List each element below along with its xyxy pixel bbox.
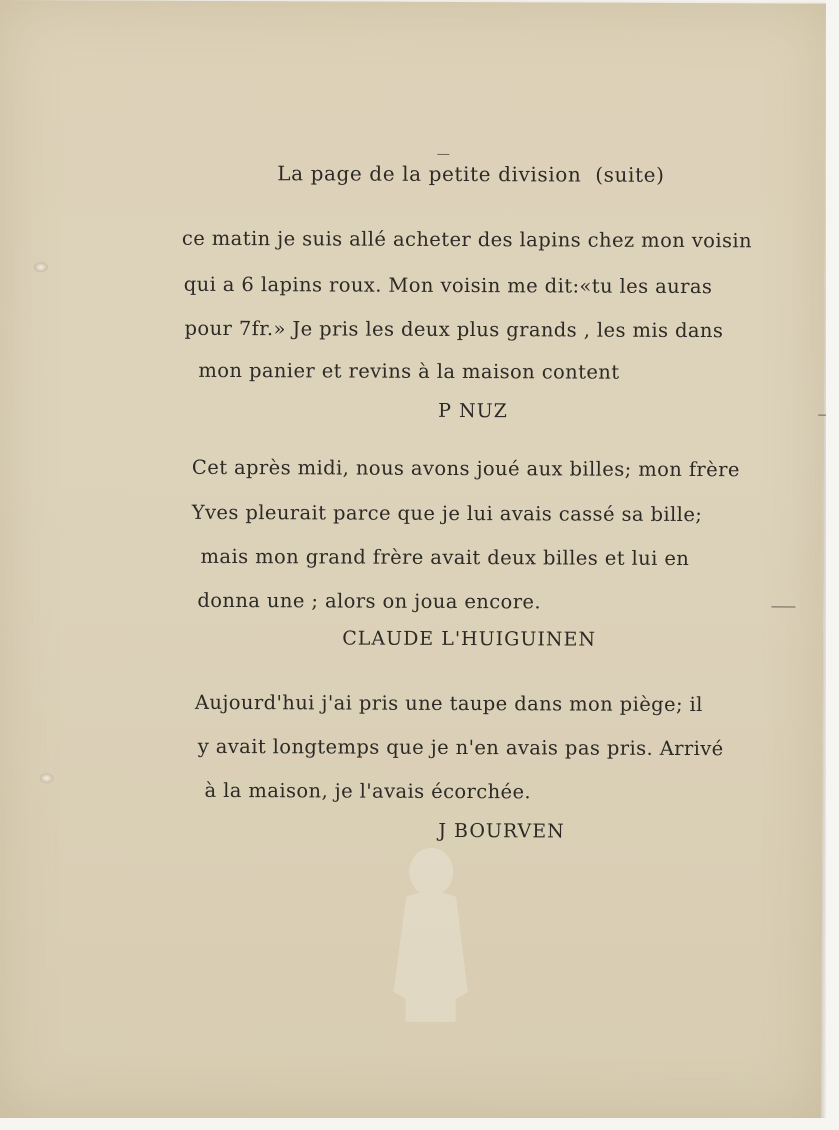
entry-3-signature: J BOURVEN bbox=[438, 819, 565, 843]
entry-1-line-1: ce matin je suis allé acheter des lapins chez mon voisin bbox=[181, 226, 753, 253]
entry-2-line-1: Cet après midi, nous avons joué aux billes; mon frère bbox=[191, 455, 740, 482]
entry-1-line-2: qui a 6 lapins roux. Mon voisin me dit:«tu les auras bbox=[183, 272, 713, 299]
scan-margin-right bbox=[826, 0, 839, 1130]
entry-2-signature: CLAUDE L'HUIGUINEN bbox=[342, 627, 597, 651]
page-title bbox=[277, 161, 664, 187]
embossed-figure-watermark bbox=[376, 842, 487, 1032]
entry-3-line-2: y avait longtemps que je n'en avais pas pris. Arrivé bbox=[197, 734, 724, 761]
punch-hole-top bbox=[34, 262, 48, 272]
print-mark bbox=[818, 415, 826, 416]
page-title-text: La page de la petite division bbox=[277, 161, 582, 187]
print-mark bbox=[437, 154, 449, 155]
entry-2-line-2: Yves pleurait parce que je lui avais cassé sa bille; bbox=[191, 500, 703, 527]
scan-margin-bottom bbox=[0, 1118, 839, 1130]
entry-3-line-1: Aujourd'hui j'ai pris une taupe dans mon piège; il bbox=[194, 690, 703, 717]
entry-2-line-4: donna une ; alors on joua encore. bbox=[197, 588, 542, 614]
entry-3-line-3: à la maison, je l'avais écorchée. bbox=[204, 778, 532, 804]
page-title-suffix: (suite) bbox=[595, 162, 665, 187]
punch-hole-bottom bbox=[40, 773, 54, 783]
entry-1-signature: P NUZ bbox=[438, 399, 508, 423]
entry-1-line-3: pour 7fr.» Je pris les deux plus grands , les mis dans bbox=[184, 316, 724, 343]
entry-2-line-3: mais mon grand frère avait deux billes et lui en bbox=[200, 544, 690, 571]
entry-1-line-4: mon panier et revins à la maison content bbox=[198, 358, 620, 384]
print-mark bbox=[771, 606, 795, 607]
